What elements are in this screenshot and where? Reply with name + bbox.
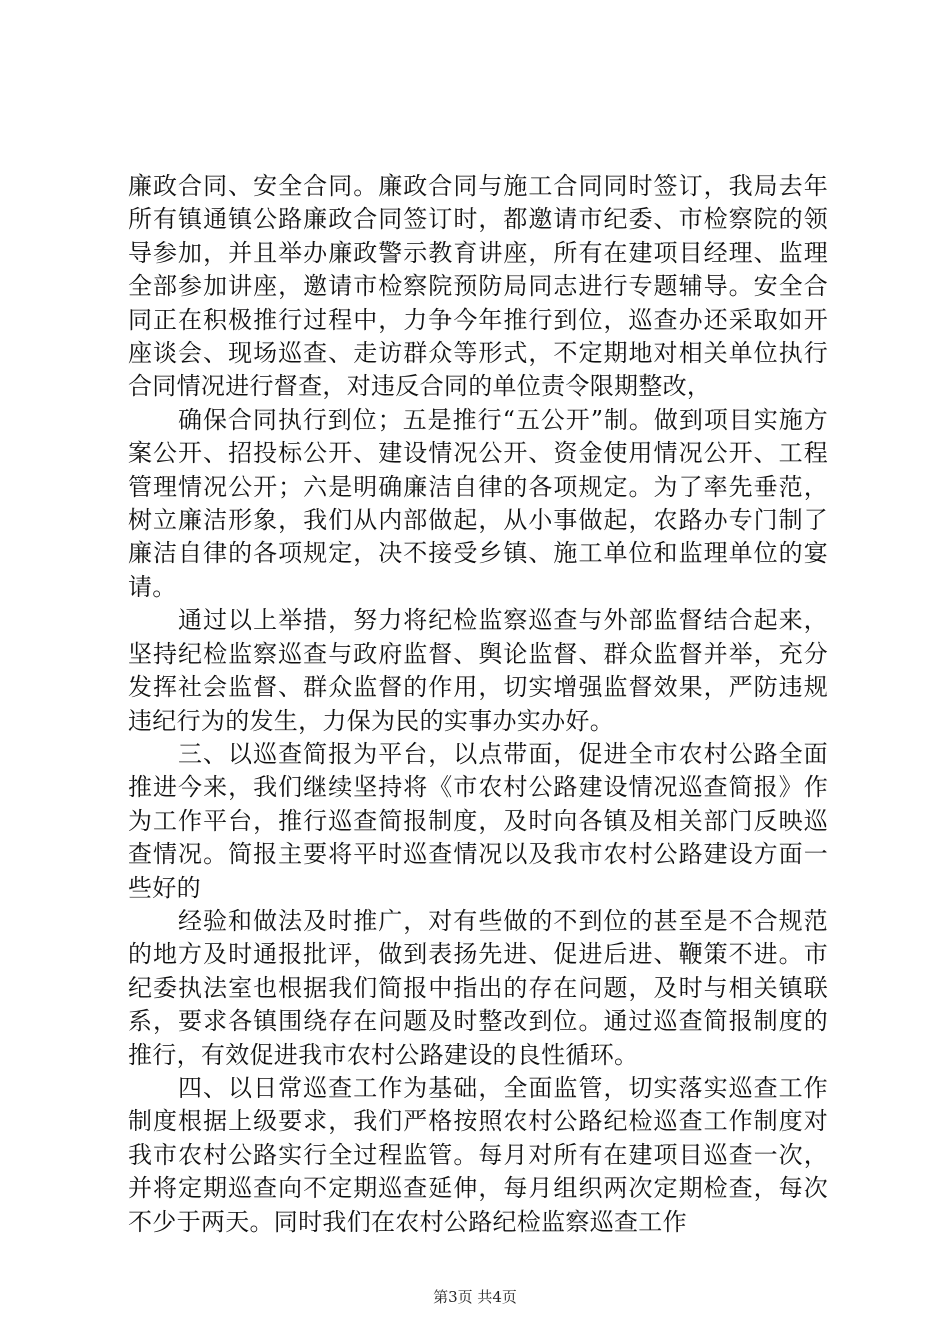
document-body bbox=[128, 170, 828, 1239]
paragraph: 通过以上举措，努力将纪检监察巡查与外部监督结合起来，坚持纪检监察巡查与政府监督、舆论监督、群众监督并举，充分发挥社会监督、群众监督的作用，切实增强监督效果，严防违规违纪行为的发生，力保为民的实事办实办好。 bbox=[128, 606, 828, 735]
paragraph: 确保合同执行到位；五是推行“五公开”制。做到项目实施方案公开、招投标公开、建设情况公开、资金使用情况公开、工程管理情况公开；六是明确廉洁自律的各项规定。为了率先垂范，树立廉洁形象，我们从内部做起，从小事做起，农路办专门制了廉洁自律的各项规定，决不接受乡镇、施工单位和监理单位的宴请。 bbox=[128, 405, 828, 601]
paragraph: 经验和做法及时推广，对有些做的不到位的甚至是不合规范的地方及时通报批评，做到表扬先进、促进后进、鞭策不进。市纪委执法室也根据我们简报中指出的存在问题，及时与相关镇联系，要求各镇围绕存在问题及时整改到位。通过巡查简报制度的推行，有效促进我市农村公路建设的良性循环。 bbox=[128, 906, 828, 1069]
paragraph: 三、以巡查简报为平台，以点带面，促进全市农村公路全面推进今来，我们继续坚持将《市农村公路建设情况巡查简报》作为工作平台，推行巡查简报制度，及时向各镇及相关部门反映巡查情况。简报主要将平时巡查情况以及我市农村公路建设方面一些好的 bbox=[128, 739, 828, 902]
paragraph: 廉政合同、安全合同。廉政合同与施工合同同时签订，我局去年所有镇通镇公路廉政合同签订时，都邀请市纪委、市检察院的领导参加，并且举办廉政警示教育讲座，所有在建项目经理、监理全部参加讲座，邀请市检察院预防局同志进行专题辅导。安全合同正在积极推行过程中，力争今年推行到位，巡查办还采取如开座谈会、现场巡查、走访群众等形式，不定期地对相关单位执行合同情况进行督查，对违反合同的单位责令限期整改， bbox=[128, 172, 828, 401]
page-footer: 第3页 共4页 bbox=[433, 1288, 517, 1306]
paragraph: 四、以日常巡查工作为基础，全面监管，切实落实巡查工作制度根据上级要求，我们严格按照农村公路纪检巡查工作制度对我市农村公路实行全过程监管。每月对所有在建项目巡查一次，并将定期巡查向不定期巡查延伸，每月组织两次定期检查，每次不少于两天。同时我们在农村公路纪检监察巡查工作 bbox=[128, 1073, 828, 1236]
